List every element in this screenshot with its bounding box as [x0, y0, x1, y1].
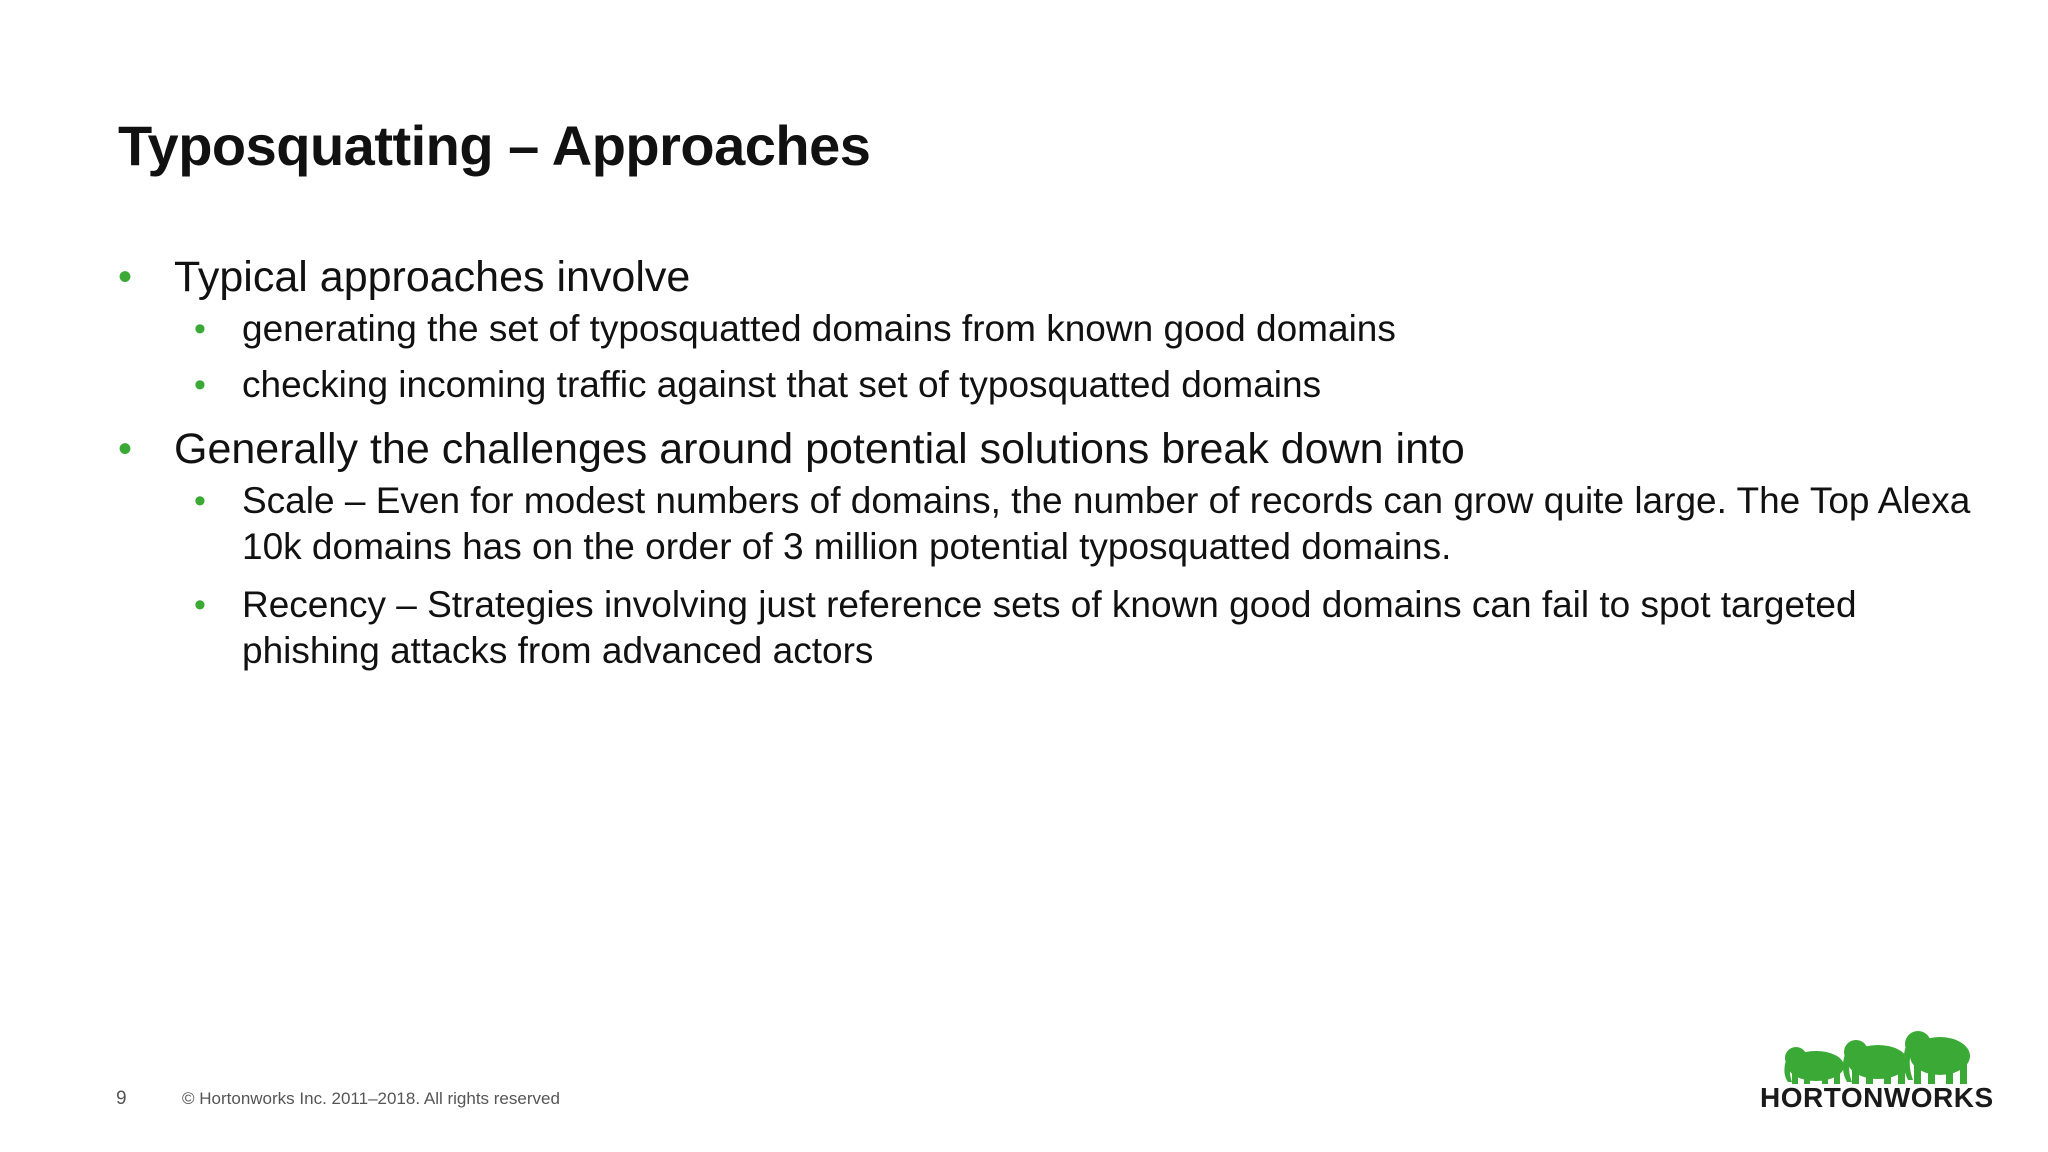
bullet-level2: [118, 362, 1978, 408]
bullet-text: Scale – Even for modest numbers of domains, the number of records can grow quite large. The Top Alexa 10k domains has on the order of 3 million potential typosquatted domains.: [242, 480, 1971, 567]
bullet-level2: [118, 478, 1978, 570]
bullet-text: Recency – Strategies involving just reference sets of known good domains can fail to spot targeted phishing attacks from advanced actors: [242, 584, 1857, 671]
slide-title: Typosquatting – Approaches: [118, 114, 871, 177]
bullet-level2: [118, 582, 1978, 674]
copyright-text: © Hortonworks Inc. 2011–2018. All rights reserved: [182, 1089, 560, 1108]
bullet-dot-icon: •: [118, 255, 133, 299]
bullet-list: [118, 248, 1978, 674]
page-number: 9: [116, 1088, 127, 1109]
bullet-dot-icon: •: [194, 586, 206, 624]
bullet-text: Generally the challenges around potential solutions break down into: [174, 425, 1465, 473]
bullet-dot-icon: •: [194, 310, 206, 348]
logo-text: HORTONWORKS: [1760, 1082, 1994, 1113]
bullet-dot-icon: •: [194, 482, 206, 520]
bullet-level1: [118, 248, 1978, 306]
bullet-level1: [118, 420, 1978, 478]
bullet-dot-icon: •: [194, 366, 206, 404]
bullet-text: Typical approaches involve: [174, 253, 691, 301]
bullet-dot-icon: •: [118, 427, 133, 471]
bullet-text: checking incoming traffic against that set of typosquatted domains: [242, 364, 1322, 405]
bullet-level2: [118, 306, 1978, 352]
bullet-text: generating the set of typosquatted domains from known good domains: [242, 308, 1396, 349]
elephants-logo-icon: [1782, 1030, 1972, 1086]
hortonworks-logo: [1760, 1030, 1994, 1114]
